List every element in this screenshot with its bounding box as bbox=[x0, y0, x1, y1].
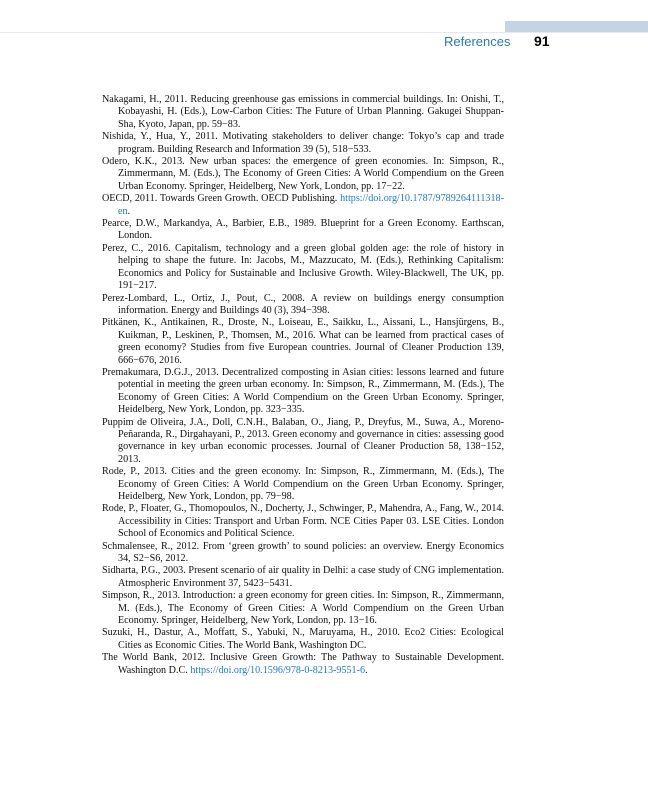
reference-text: Simpson, R., 2013. Introduction: a green economy for green cities. In: Simpson, R., Zimmermann, M. (Eds.), The Economy of Green Cities: A World Compendium on the Green Urban Economy. Springer, Heidelberg, New York, London, pp. 13−16. bbox=[102, 590, 504, 627]
reference-text: OECD, 2011. Towards Green Growth. OECD Publishing. bbox=[102, 193, 341, 205]
running-head: References bbox=[444, 34, 511, 49]
reference-entry bbox=[102, 131, 504, 156]
doi-link[interactable]: https://doi.org/10.1596/978-0-8213-9551-6 bbox=[190, 664, 366, 676]
header-accent-bar bbox=[505, 21, 648, 32]
reference-entry bbox=[102, 590, 504, 627]
reference-text: Sidharta, P.G., 2003. Present scenario of air quality in Delhi: a case study of CNG implementation. Atmospheric Environment 37, 5423−5431. bbox=[102, 565, 504, 589]
reference-text: Schmalensee, R., 2012. From ‘green growth’ to sound policies: an overview. Energy Economics 34, S2−S6, 2012. bbox=[102, 540, 504, 565]
reference-entry bbox=[102, 367, 504, 417]
reference-text: The World Bank, 2012. Inclusive Green Growth: The Pathway to Sustainable Development. Washington D.C. bbox=[102, 652, 504, 676]
reference-end: . bbox=[127, 205, 131, 217]
reference-text: Pitkänen, K., Antikainen, R., Droste, N., Loiseau, E., Saikku, L., Aissani, L., Hansjürgens, B., Kuikman, P., Leskinen, P., Thomsen, M., 2016. What can be learned from practical cases of green economy? Studies from five European countries. Journal of Cleaner Production 139, 666−676, 2016. bbox=[102, 317, 504, 366]
reference-entry bbox=[102, 503, 504, 540]
reference-entry bbox=[102, 541, 504, 566]
reference-entry bbox=[102, 94, 504, 131]
reference-text: Rode, P., 2013. Cities and the green economy. In: Simpson, R., Zimmermann, M. (Eds.), The Economy of Green Cities: A World Compendium on the Green Urban Economy. Springer, Heidelberg, New York, London, pp. 79−98. bbox=[102, 466, 504, 502]
doi-link[interactable]: https://doi.org/10.1787/9789264111318-en bbox=[118, 193, 504, 217]
reference-text: Perez, C., 2016. Capitalism, technology and a green global golden age: the role of history in helping to shape the future. In: Jacobs, M., Mazzucato, M. (Eds.), Rethinking Capitalism: Economics and Policy for Sustainable and Inclusive Growth. Wiley-Blackwell, The UK, pp. 191−217. bbox=[102, 242, 504, 292]
reference-entry bbox=[102, 317, 504, 367]
reference-text: Premakumara, D.G.J., 2013. Decentralized composting in Asian cities: lessons learned and future potential in meeting the green urban economy. In: Simpson, R., Zimmermann, M. (Eds.), The Economy of Green Cities: A World Compendium on the Green Urban Economy. Springer, Heidelberg, New York, London, pp. 323−335. bbox=[102, 366, 504, 416]
reference-entry bbox=[102, 466, 504, 503]
reference-entry bbox=[102, 417, 504, 467]
reference-text: Puppim de Oliveira, J.A., Doll, C.N.H., Balaban, O., Jiang, P., Dreyfus, M., Suwa, A., Moreno-Peñaranda, R., Dirgahayani, P., 2013. Green economy and governance in cities: assessing good governance in key urban economic processes. Journal of Cleaner Production 58, 138−152, 2013. bbox=[102, 416, 504, 465]
reference-entry bbox=[102, 293, 504, 318]
reference-text: Perez-Lombard, L., Ortiz, J., Pout, C., 2008. A review on buildings energy consumption information. Energy and Buildings 40 (3), 394−398. bbox=[102, 292, 504, 316]
reference-text: Odero, K.K., 2013. New urban spaces: the emergence of green economies. In: Simpson, R., Zimmermann, M. (Eds.), The Economy of Green Cities: A World Compendium on the Green Urban Economy. Springer, Heidelberg, New York, London, pp. 17−22. bbox=[102, 156, 504, 192]
reference-entry bbox=[102, 218, 504, 243]
reference-entry bbox=[102, 565, 504, 590]
reference-entry bbox=[102, 652, 504, 677]
reference-entry bbox=[102, 243, 504, 293]
reference-entry bbox=[102, 627, 504, 652]
header-rule bbox=[0, 32, 648, 33]
reference-entry bbox=[102, 193, 504, 218]
reference-entry bbox=[102, 156, 504, 193]
reference-text: Pearce, D.W., Markandya, A., Barbier, E.B., 1989. Blueprint for a Green Economy. Earthscan, London. bbox=[102, 218, 504, 242]
reference-text: Nakagami, H., 2011. Reducing greenhouse gas emissions in commercial buildings. In: Onishi, T., Kobayashi, H. (Eds.), Low-Carbon Cities: The Future of Urban Planning. Gakugei Shuppan-Sha, Kyoto, Japan, pp. 59−83. bbox=[102, 94, 504, 130]
reference-text: Suzuki, H., Dastur, A., Moffatt, S., Yabuki, N., Maruyama, H., 2010. Eco2 Cities: Ecological Cities as Economic Cities. The World Bank, Washington DC. bbox=[102, 627, 504, 651]
page-number: 91 bbox=[534, 33, 550, 49]
reference-list bbox=[102, 94, 504, 677]
reference-text: Rode, P., Floater, G., Thomopoulos, N., Docherty, J., Schwinger, P., Mahendra, A., Fang, W., 2014. Accessibility in Cities: Transport and Urban Form. NCE Cities Paper 03. LSE Cities. London School of Economics and Political Science. bbox=[102, 503, 504, 540]
reference-text: Nishida, Y., Hua, Y., 2011. Motivating stakeholders to deliver change: Tokyo’s cap and trade program. Building Research and Information 39 (5), 518−533. bbox=[102, 131, 504, 155]
reference-end: . bbox=[365, 664, 368, 676]
